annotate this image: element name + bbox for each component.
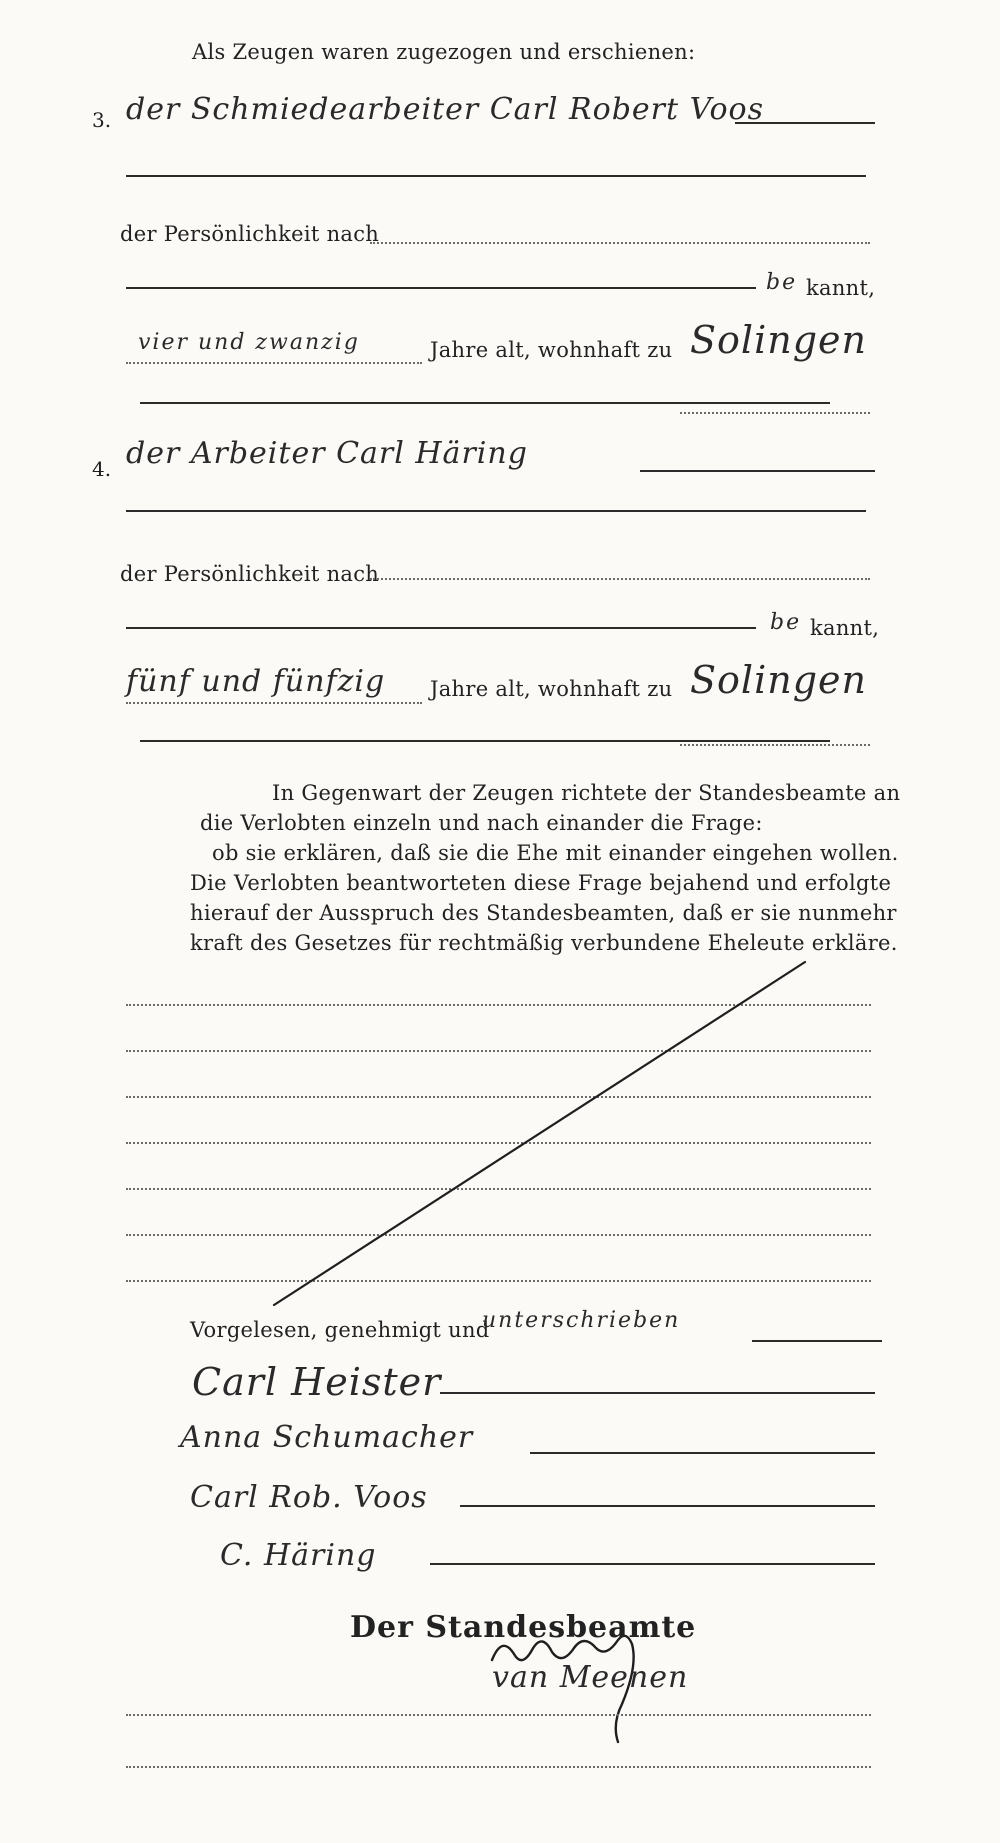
registrar-rule-2 [126,1766,871,1768]
witness4-residence: Solingen [690,658,867,702]
declaration-line: die Verlobten einzeln und nach einander die Frage: [200,811,763,835]
signature: Carl Rob. Voos [190,1480,428,1515]
read-rule [752,1340,882,1342]
witness4-known-suffix: kannt, [810,616,880,640]
declaration-line: In Gegenwart der Zeugen richtete der Standesbeamte an [272,781,901,805]
witness4-known-prefix: be [770,610,802,635]
witness3-name: der Schmiedearbeiter Carl Robert Voos [126,92,765,127]
declaration-line: Die Verlobten beantworteten diese Frage bejahend und erfolgte [190,871,892,895]
witness4-number: 4. [92,457,112,481]
witnesses-intro: Als Zeugen waren zugezogen und erschienen: [192,40,696,64]
witness4-identity-label: der Persönlichkeit nach [120,562,380,586]
signature: Anna Schumacher [180,1420,474,1455]
witness3-identity-label: der Persönlichkeit nach [120,222,380,246]
registrar-label: Der Standesbeamte [350,1610,697,1645]
signature: C. Häring [220,1538,377,1573]
declaration-line: kraft des Gesetzes für rechtmäßig verbundene Eheleute erkläre. [190,931,898,955]
registrar-rule [126,1714,871,1716]
witness3-known-prefix: be [766,270,798,295]
witness3-known-suffix: kannt, [806,276,876,300]
witness3-residence: Solingen [690,318,867,362]
witness3-number: 3. [92,108,112,132]
declaration-line: hierauf der Ausspruch des Standesbeamten, daß er sie nunmehr [190,901,897,925]
signature-rule [530,1452,875,1454]
signature-rule [440,1392,875,1394]
witness3-age-words: vier und zwanzig [138,330,360,355]
witness4-age-label: Jahre alt, wohnhaft zu [430,677,673,701]
signature: Carl Heister [192,1360,442,1404]
read-label: Vorgelesen, genehmigt und [190,1318,490,1342]
witness3-age-label: Jahre alt, wohnhaft zu [430,338,673,362]
read-handwritten: unterschrieben [482,1308,681,1333]
declaration-line: ob sie erklären, daß sie die Ehe mit einander eingehen wollen. [212,841,899,865]
signature-rule [460,1505,875,1507]
witness4-age-words: fünf und fünfzig [126,664,386,699]
registrar-signature: van Meenen [492,1660,689,1695]
signature-rule [430,1563,875,1565]
witness4-name: der Arbeiter Carl Häring [126,436,528,471]
